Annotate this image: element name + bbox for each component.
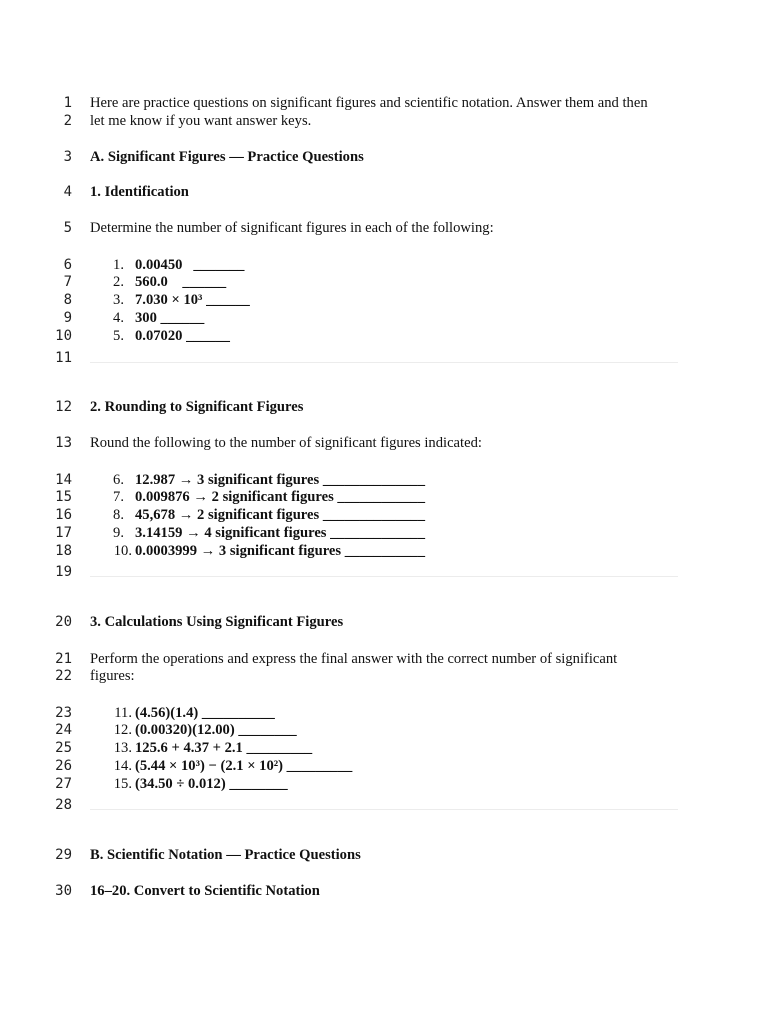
list-marker: 11. [114, 705, 132, 721]
line-29 [0, 846, 768, 864]
instruction-text: Round the following to the number of significant figures indicated: [90, 435, 482, 451]
line-number: 24 [55, 722, 72, 738]
section-heading: A. Significant Figures — Practice Questions [90, 149, 364, 165]
line-number: 13 [55, 435, 72, 451]
question-item: 45,678 → 2 significant figures ______________ [135, 507, 425, 523]
question-item: (34.50 ÷ 0.012) ________ [135, 776, 288, 792]
line-9 [0, 309, 768, 327]
line-number: 2 [63, 113, 72, 129]
question-item: 0.0003999 → 3 significant figures ___________ [135, 543, 425, 559]
intro-text: Here are practice questions on significant figures and scientific notation. Answer them and then [90, 95, 648, 111]
line-number: 1 [63, 95, 72, 111]
line-17 [0, 524, 768, 542]
subsection-heading: 3. Calculations Using Significant Figures [90, 614, 344, 630]
line-26 [0, 757, 768, 775]
list-marker: 8. [113, 507, 124, 523]
line-18 [0, 542, 768, 560]
question-item: 0.009876 → 2 significant figures ____________ [135, 489, 425, 505]
horizontal-rule [90, 809, 678, 810]
question-item: 3.14159 → 4 significant figures _____________ [135, 525, 425, 541]
line-24 [0, 721, 768, 739]
line-number: 15 [55, 489, 72, 505]
list-marker: 7. [113, 489, 124, 505]
line-number: 6 [63, 257, 72, 273]
line-14 [0, 471, 768, 489]
line-number: 27 [55, 776, 72, 792]
line-11 [0, 349, 768, 367]
list-marker: 13. [113, 740, 132, 756]
line-7 [0, 273, 768, 291]
line-number: 9 [63, 310, 72, 326]
line-19 [0, 563, 768, 581]
line-number: 23 [55, 705, 72, 721]
line-1 [0, 94, 768, 112]
list-marker: 12. [113, 722, 132, 738]
line-number: 26 [55, 758, 72, 774]
list-marker: 5. [113, 328, 124, 344]
line-number: 25 [55, 740, 72, 756]
intro-text: let me know if you want answer keys. [90, 113, 312, 129]
list-marker: 4. [113, 310, 124, 326]
question-item: (5.44 × 10³) − (2.1 × 10²) _________ [135, 758, 353, 774]
line-number: 16 [55, 507, 72, 523]
line-6 [0, 256, 768, 274]
line-16 [0, 506, 768, 524]
line-28 [0, 796, 768, 814]
instruction-text: figures: [90, 668, 135, 684]
line-number: 7 [63, 274, 72, 290]
line-number: 30 [55, 883, 72, 899]
question-item: 0.07020 ______ [135, 328, 230, 344]
line-number: 3 [63, 149, 72, 165]
line-13 [0, 434, 768, 452]
line-20 [0, 613, 768, 631]
subsection-heading: 1. Identification [90, 184, 189, 200]
section-heading: B. Scientific Notation — Practice Questions [90, 847, 361, 863]
line-25 [0, 739, 768, 757]
line-5 [0, 219, 768, 237]
list-marker: 1. [113, 257, 124, 273]
line-number: 10 [55, 328, 72, 344]
line-number: 14 [55, 472, 72, 488]
line-number: 29 [55, 847, 72, 863]
line-21 [0, 650, 768, 668]
instruction-text: Perform the operations and express the final answer with the correct number of significant [90, 651, 618, 667]
list-marker: 9. [113, 525, 124, 541]
line-number: 21 [55, 651, 72, 667]
question-item: 125.6 + 4.37 + 2.1 _________ [135, 740, 313, 756]
line-number: 4 [63, 184, 72, 200]
line-number: 11 [55, 350, 72, 366]
line-22 [0, 667, 768, 685]
list-marker: 14. [113, 758, 132, 774]
subsection-heading: 16–20. Convert to Scientific Notation [90, 883, 320, 899]
question-item: (4.56)(1.4) __________ [135, 705, 275, 721]
line-number: 19 [55, 564, 72, 580]
horizontal-rule [90, 362, 678, 363]
line-12 [0, 398, 768, 416]
line-number: 18 [55, 543, 72, 559]
line-15 [0, 488, 768, 506]
line-27 [0, 775, 768, 793]
line-30 [0, 882, 768, 900]
question-item: 7.030 × 10³ ______ [135, 292, 250, 308]
line-4 [0, 183, 768, 201]
line-3 [0, 148, 768, 166]
subsection-heading: 2. Rounding to Significant Figures [90, 399, 304, 415]
list-marker: 6. [113, 472, 124, 488]
list-marker: 10. [113, 543, 132, 559]
list-marker: 3. [113, 292, 124, 308]
list-marker: 2. [113, 274, 124, 290]
instruction-text: Determine the number of significant figures in each of the following: [90, 220, 494, 236]
horizontal-rule [90, 576, 678, 577]
line-number: 12 [55, 399, 72, 415]
question-item: (0.00320)(12.00) ________ [135, 722, 297, 738]
question-item: 0.00450 _______ [135, 257, 245, 273]
list-marker: 15. [113, 776, 132, 792]
question-item: 300 ______ [135, 310, 205, 326]
line-number: 17 [55, 525, 72, 541]
line-number: 28 [55, 797, 72, 813]
line-number: 5 [63, 220, 72, 236]
line-23 [0, 704, 768, 722]
line-10 [0, 327, 768, 345]
line-2 [0, 112, 768, 130]
line-number: 20 [55, 614, 72, 630]
line-8 [0, 291, 768, 309]
line-number: 8 [63, 292, 72, 308]
question-item: 560.0 ______ [135, 274, 227, 290]
question-item: 12.987 → 3 significant figures ______________ [135, 472, 425, 488]
line-number: 22 [55, 668, 72, 684]
